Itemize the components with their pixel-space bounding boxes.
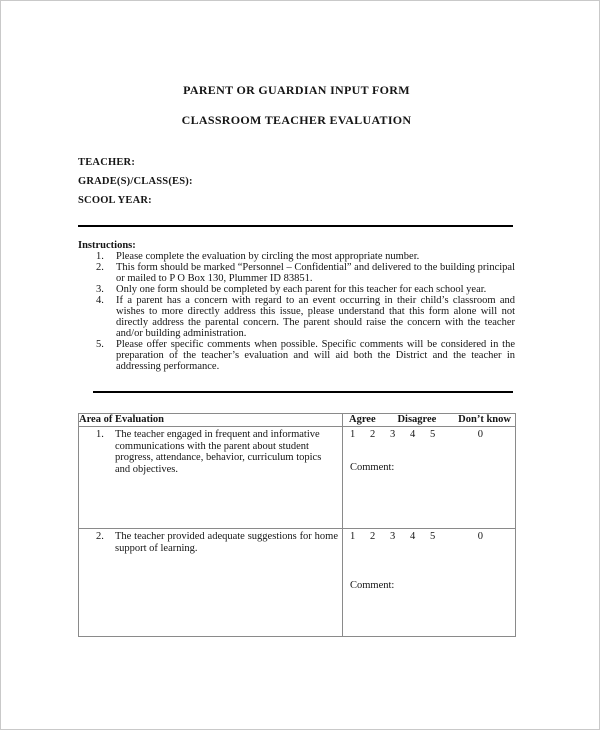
form-fields	[78, 157, 515, 206]
instruction-number: 3.	[96, 284, 104, 295]
rating-scale-row-1	[343, 427, 515, 440]
rating-option-5: 5	[430, 531, 436, 542]
rating-cell-1	[343, 427, 516, 529]
rating-option-dont-know: 0	[477, 429, 483, 440]
page-content	[78, 1, 515, 637]
form-title-line2: CLASSROOM TEACHER EVALUATION	[181, 113, 412, 127]
rating-option-2: 2	[370, 531, 376, 542]
rating-option-4: 4	[410, 531, 416, 542]
instructions-heading: Instructions:	[78, 240, 136, 251]
rating-option-1: 1	[350, 429, 356, 440]
school-year-field-label: SCOOL YEAR:	[78, 195, 152, 206]
rating-option-dont-know: 0	[477, 531, 483, 542]
rating-scale-row-2	[343, 529, 515, 542]
table-header-row	[79, 414, 516, 427]
comment-label-1: Comment:	[350, 462, 395, 473]
area-of-evaluation-cell-1	[79, 427, 343, 529]
column-header-rating	[343, 414, 516, 427]
form-title-line1: PARENT OR GUARDIAN INPUT FORM	[183, 83, 410, 97]
rating-option-3: 3	[390, 531, 396, 542]
instruction-text: Please complete the evaluation by circling the most appropriate number.	[116, 251, 420, 262]
table-row-1	[79, 427, 516, 529]
rating-cell-2	[343, 529, 516, 637]
instruction-item-1	[78, 251, 515, 262]
section-divider-top	[78, 225, 513, 227]
instruction-number: 1.	[96, 251, 104, 262]
instructions-list	[78, 251, 515, 372]
rating-option-2: 2	[370, 429, 376, 440]
instruction-item-5	[78, 339, 515, 372]
rating-option-5: 5	[430, 429, 436, 440]
instruction-item-4	[78, 295, 515, 339]
column-header-agree: Agree	[349, 414, 376, 425]
instruction-text: This form should be marked “Personnel – Confidential” and delivered to the building principal or mailed to P O Box 130, Plummer ID 83851.	[116, 262, 515, 284]
grades-classes-field-label: GRADE(S)/CLASS(ES):	[78, 176, 193, 187]
section-divider-bottom	[93, 391, 513, 393]
item-number: 2.	[96, 531, 104, 542]
table-row-2	[79, 529, 516, 637]
item-text: The teacher provided adequate suggestions for home support of learning.	[115, 531, 338, 554]
item-text: The teacher engaged in frequent and informative communications with the parent about student progress, attendance, behavior, curriculum topics and objectives.	[115, 429, 322, 475]
rating-option-3: 3	[390, 429, 396, 440]
rating-option-4: 4	[410, 429, 416, 440]
instruction-text: Please offer specific comments when possible. Specific comments will be considered in the preparation of the teacher’s evaluation and will aid both the District and the teacher in addressing performance.	[116, 339, 515, 372]
column-header-area-of-evaluation: Area of Evaluation	[79, 414, 343, 427]
instruction-number: 2.	[96, 262, 104, 273]
area-of-evaluation-cell-2	[79, 529, 343, 637]
rating-option-1: 1	[350, 531, 356, 542]
item-number: 1.	[96, 429, 104, 440]
teacher-field-label: TEACHER:	[78, 157, 136, 168]
instruction-text: Only one form should be completed by each parent for this teacher for each school year.	[116, 284, 487, 295]
instruction-number: 4.	[96, 295, 104, 306]
evaluation-table	[78, 413, 516, 637]
instruction-number: 5.	[96, 339, 104, 350]
instruction-item-3	[78, 284, 515, 295]
comment-label-2: Comment:	[350, 580, 395, 591]
column-header-dont-know: Don’t know	[458, 414, 511, 425]
instruction-item-2	[78, 262, 515, 284]
instruction-text: If a parent has a concern with regard to an event occurring in their child’s classroom and wishes to more directly address this issue, please understand that this form alone will not directly address the parental concern. The parent should raise the concern with the teacher and/or building administration.	[116, 295, 515, 339]
column-header-disagree: Disagree	[397, 414, 437, 425]
